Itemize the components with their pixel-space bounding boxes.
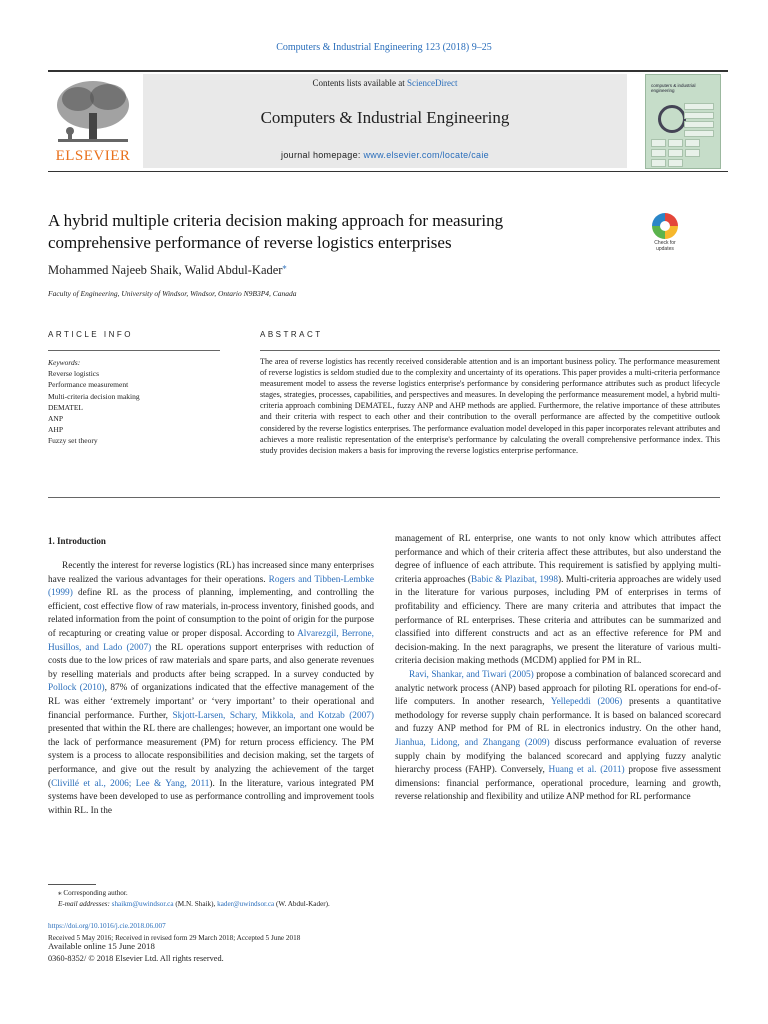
- citation-link[interactable]: Rogers and Tibben-Lembke (1999): [48, 574, 374, 599]
- check-updates-line-1: Check for: [654, 240, 676, 246]
- available-online: Available online 15 June 2018: [48, 941, 155, 951]
- check-for-updates-badge[interactable]: [647, 213, 683, 255]
- article-info-heading: ARTICLE INFO: [48, 330, 133, 339]
- citation-link[interactable]: Yellepeddi (2006): [550, 697, 623, 708]
- email-label: E-mail addresses:: [58, 899, 112, 908]
- corresponding-author-note: ⁎ Corresponding author.: [58, 889, 128, 897]
- paragraph: Ravi, Shankar, and Tiwari (2005) propose a combination of balanced scorecard and analytic network process (ANP) based approach for piloting RL operations for end-of-life computers. In another research, Yellepeddi (2006) presents a quantitative methodology for reverse supply chain performance. It is based on balanced scorecard and fuzzy ANP method for PM of RL in electronics industry. On the other hand, Jianhua, Lidong, and Zhangang (2009) discuss performance evaluation of reverse supply chain by modifying the balanced scorecard and applying fuzzy analytic hierarchy process (FAHP). Conversely, Huang et al. (2011) propose five assessment dimensions: financial performance, operational procedure, learning and growth, reverse relationship and flexibility and utilize ANP method for RL performance: [395, 669, 722, 803]
- email-owner: (W. Abdul-Kader).: [274, 899, 330, 908]
- journal-homepage-link[interactable]: www.elsevier.com/locate/caie: [363, 150, 489, 160]
- paper-title: [48, 210, 618, 254]
- sciencedirect-link[interactable]: ScienceDirect: [407, 78, 458, 88]
- body-column-right: [395, 533, 721, 805]
- citation-link[interactable]: Clivillé et al., 2006; Lee & Yang, 2011: [51, 778, 210, 789]
- keywords-heading: Keywords:: [48, 358, 81, 367]
- keyword-item: Multi-criteria decision making: [48, 391, 140, 401]
- citation-link[interactable]: Ravi, Shankar, and Tiwari (2005): [409, 669, 534, 680]
- footnote-rule: [48, 884, 96, 885]
- corresponding-author-mark[interactable]: ⁎: [282, 262, 287, 271]
- author-list: [48, 262, 286, 278]
- homepage-prefix: journal homepage:: [281, 150, 364, 160]
- keyword-item: AHP: [48, 425, 64, 435]
- check-updates-label: [647, 240, 683, 252]
- journal-citation-link[interactable]: Computers & Industrial Engineering 123 (2018) 9–25: [276, 42, 492, 53]
- citation-link[interactable]: Skjott-Larsen, Schary, Mikkola, and Kotzab (2007): [172, 710, 374, 721]
- journal-title: Computers & Industrial Engineering: [260, 108, 510, 127]
- copyright-line: 0360-8352/ © 2018 Elsevier Ltd. All rights reserved.: [48, 954, 224, 963]
- check-updates-icon-center: [660, 221, 670, 231]
- article-info-rule: [48, 350, 220, 351]
- check-updates-line-2: updates: [656, 246, 674, 252]
- paragraph: Recently the interest for reverse logistics (RL) has increased since many enterprises have realized the various advantages for their operations. Rogers and Tibben-Lembke (1999) define RL as the process of planning, implementing, and controlling the efficient, cost effective flow of raw materials, in-process inventory, finished goods, and related information from the point of consumption to the point of origin for the purpose of recapturing or creating value or proper disposal. According to Alvarezgil, Berrone, Husillos, and Lado (2007) the RL operations support enterprises with reduction of costs due to the low prices of raw materials and spare parts, and also generate revenues by reselling materials and products after being scrapped. In a survey conducted by Pollock (2010), 87% of organizations indicated that the effective management of the RL was either ‘extremely important’ or ‘very important’ to their operational and financial performance. Further, Skjott-Larsen, Schary, Mikkola, and Kotzab (2007) presented that within the RL there are challenges; however, an important one would be the lack of performance measurement (PM) for return process efficiency. The PM system is a process to allocate responsibilities and decision making, set the targets of performance, and give out the result by analyzing the achievement of the target (Clivillé et al., 2006; Lee & Yang, 2011). In the literature, various integrated PM systems have been developed to use as performance controlling and improvement tools within RL. In the: [48, 561, 374, 816]
- contents-prefix: Contents lists available at: [312, 78, 407, 88]
- cover-grid: [651, 139, 715, 167]
- paragraph: management of RL enterprise, one wants to not only know which attributes affect performance and which of their criteria affect these attributes, but also understand the degree of influence of each attribute. This requirement is satisfied by applying multi-criteria approaches (Babic & Plazibat, 1998). Multi-criteria approaches are widely used in the literature for various purposes, including PM of enterprises in terms of profitability and efficiency. There are many criteria and attributes that impact the performance of RL enterprises. These criteria and attributes can be summarized and classified into different constructs and act as an effective reference for PM and decision-making. In the next paragraphs, we present the literature of various multi-criteria decision making methods (MCDM) applied for PM in RL.: [395, 534, 721, 667]
- keyword-item: Reverse logistics: [48, 369, 100, 379]
- header-bottom-rule: [48, 171, 728, 172]
- doi-link[interactable]: https://doi.org/10.1016/j.cie.2018.06.007: [48, 922, 166, 930]
- abstract-heading: ABSTRACT: [260, 330, 323, 339]
- citation-link[interactable]: Jianhua, Lidong, and Zhangang (2009): [395, 737, 550, 748]
- elsevier-wordmark: ELSEVIER: [55, 148, 131, 164]
- citation-link[interactable]: Babic & Plazibat, 1998: [471, 574, 558, 585]
- email-link[interactable]: shaikm@uwindsor.ca: [111, 899, 174, 908]
- keyword-item: DEMATEL: [48, 402, 83, 412]
- cover-cells: [684, 103, 714, 139]
- contents-line: [143, 78, 627, 88]
- citation-link[interactable]: Alvarezgil, Berrone, Husillos, and Lado (2007): [48, 628, 374, 653]
- section-heading-introduction: 1. Introduction: [48, 536, 106, 546]
- abstract-text: The area of reverse logistics has recently received considerable attention and is an important business policy. The performance measurement of reverse logistics is seldom studied due to the complexity and uncertainty of its operations. This paper provides a multi-criteria performance measurement model to assess the reverse logistics enterprise's performance by considering performance attributes such as product lifecycle stages, strategies, processes, capabilities, and perspectives and measures. In developing the performance measurement model, a hybrid multi-criteria approach combining DEMATEL, fuzzy ANP and AHP methods are applied. Furthermore, the relative importance of these attributes and their criteria with respect to each other and their contribution to the overall performance are affected by the competitive outlook considered by the reverse logistics enterprises. The performance evaluation model developed in this paper incorporates relevant attributes and achieves a more realistic representation of the enterprise's performance by calculating the overall comprehensive performance index. This study provides decision makers a basis for improving the reverse logistics enterprise performance.: [260, 357, 720, 455]
- paper-title-line-2: comprehensive performance of reverse logistics enterprises: [48, 233, 452, 252]
- email-owner: (M.N. Shaik),: [173, 899, 218, 908]
- journal-cover-thumbnail[interactable]: [645, 74, 721, 169]
- email-note: [48, 899, 648, 910]
- keywords-block: [48, 357, 228, 447]
- citation-link[interactable]: Huang et al. (2011): [548, 765, 625, 776]
- paper-title-line-1: A hybrid multiple criteria decision making approach for measuring: [48, 211, 504, 230]
- footnotes: [48, 888, 648, 909]
- citation-link[interactable]: Pollock (2010): [48, 683, 105, 694]
- keyword-item: Fuzzy set theory: [48, 436, 98, 446]
- body-column-left: [48, 560, 374, 818]
- received-dates: Received 5 May 2016; Received in revised form 29 March 2018; Accepted 5 June 2018: [48, 934, 301, 942]
- homepage-line: [143, 150, 627, 160]
- affiliation: Faculty of Engineering, University of Windsor, Windsor, Ontario N9B3P4, Canada: [48, 289, 297, 298]
- cover-emblem: [658, 105, 686, 133]
- author-names: Mohammed Najeeb Shaik, Walid Abdul-Kader: [48, 263, 283, 278]
- abstract-rule: [260, 350, 720, 351]
- front-matter-bottom-rule: [48, 497, 720, 498]
- keyword-item: ANP: [48, 414, 64, 424]
- keyword-item: Performance measurement: [48, 380, 129, 390]
- header-top-rule: [48, 70, 728, 72]
- email-link[interactable]: kader@uwindsor.ca: [217, 899, 275, 908]
- cover-title: computers & industrial engineering: [651, 83, 696, 93]
